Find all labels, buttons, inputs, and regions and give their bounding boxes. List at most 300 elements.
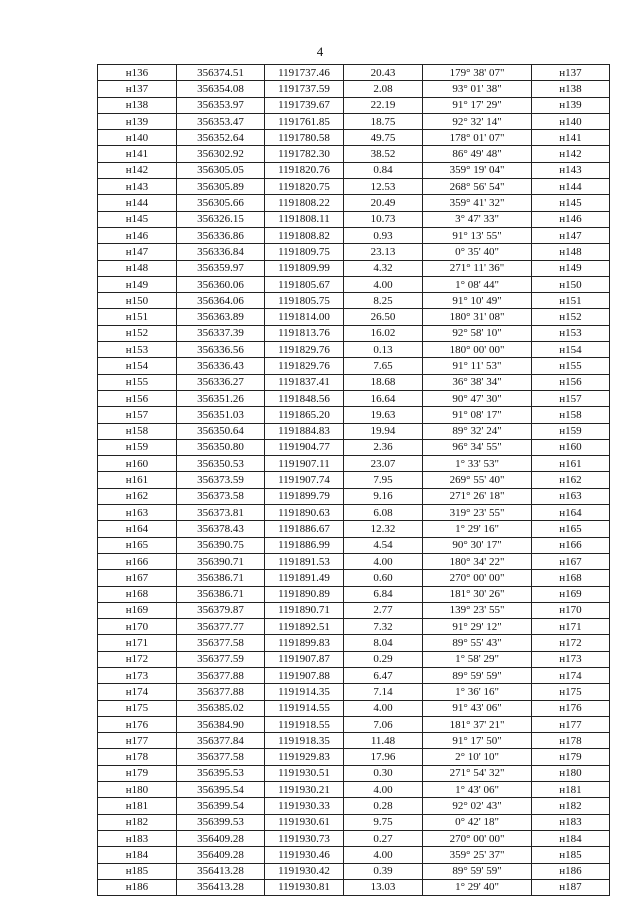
point-to-cell: н158 [532, 407, 610, 423]
table-row [98, 342, 610, 358]
bearing-cell: 89° 32' 24" [423, 423, 532, 439]
point-from-cell: н167 [98, 570, 177, 586]
point-from-cell: н136 [98, 65, 177, 81]
distance-cell: 4.00 [344, 553, 423, 569]
distance-cell: 7.65 [344, 358, 423, 374]
distance-cell: 4.00 [344, 782, 423, 798]
y-coordinate-cell: 1191884.83 [265, 423, 344, 439]
point-to-cell: н177 [532, 716, 610, 732]
table-row [98, 684, 610, 700]
point-to-cell: н165 [532, 521, 610, 537]
distance-cell: 2.36 [344, 439, 423, 455]
point-to-cell: н140 [532, 113, 610, 129]
y-coordinate-cell: 1191761.85 [265, 113, 344, 129]
distance-cell: 17.96 [344, 749, 423, 765]
point-to-cell: н160 [532, 439, 610, 455]
distance-cell: 4.00 [344, 276, 423, 292]
point-to-cell: н175 [532, 684, 610, 700]
x-coordinate-cell: 356377.88 [177, 684, 265, 700]
point-to-cell: н166 [532, 537, 610, 553]
x-coordinate-cell: 356353.97 [177, 97, 265, 113]
bearing-cell: 96° 34' 55" [423, 439, 532, 455]
y-coordinate-cell: 1191890.89 [265, 586, 344, 602]
x-coordinate-cell: 356390.71 [177, 553, 265, 569]
y-coordinate-cell: 1191891.49 [265, 570, 344, 586]
table-row [98, 390, 610, 406]
x-coordinate-cell: 356395.54 [177, 782, 265, 798]
distance-cell: 18.75 [344, 113, 423, 129]
bearing-cell: 1° 29' 40" [423, 879, 532, 895]
x-coordinate-cell: 356377.59 [177, 651, 265, 667]
distance-cell: 12.32 [344, 521, 423, 537]
point-to-cell: н149 [532, 260, 610, 276]
bearing-cell: 90° 47' 30" [423, 390, 532, 406]
x-coordinate-cell: 356413.28 [177, 879, 265, 895]
point-to-cell: н184 [532, 830, 610, 846]
x-coordinate-cell: 356336.43 [177, 358, 265, 374]
x-coordinate-cell: 356413.28 [177, 863, 265, 879]
point-to-cell: н186 [532, 863, 610, 879]
x-coordinate-cell: 356409.28 [177, 847, 265, 863]
bearing-cell: 90° 30' 17" [423, 537, 532, 553]
distance-cell: 6.47 [344, 667, 423, 683]
distance-cell: 12.53 [344, 179, 423, 195]
point-to-cell: н168 [532, 570, 610, 586]
point-from-cell: н175 [98, 700, 177, 716]
distance-cell: 0.60 [344, 570, 423, 586]
y-coordinate-cell: 1191820.76 [265, 162, 344, 178]
point-to-cell: н179 [532, 749, 610, 765]
point-from-cell: н186 [98, 879, 177, 895]
x-coordinate-cell: 356364.06 [177, 293, 265, 309]
coordinates-table-body [98, 65, 610, 896]
table-row [98, 325, 610, 341]
point-from-cell: н141 [98, 146, 177, 162]
point-from-cell: н178 [98, 749, 177, 765]
x-coordinate-cell: 356326.15 [177, 211, 265, 227]
point-to-cell: н138 [532, 81, 610, 97]
distance-cell: 4.00 [344, 700, 423, 716]
point-to-cell: н169 [532, 586, 610, 602]
point-from-cell: н166 [98, 553, 177, 569]
y-coordinate-cell: 1191904.77 [265, 439, 344, 455]
distance-cell: 2.08 [344, 81, 423, 97]
point-to-cell: н144 [532, 179, 610, 195]
distance-cell: 7.14 [344, 684, 423, 700]
point-from-cell: н172 [98, 651, 177, 667]
point-to-cell: н182 [532, 798, 610, 814]
bearing-cell: 89° 59' 59" [423, 863, 532, 879]
bearing-cell: 270° 00' 00" [423, 570, 532, 586]
point-from-cell: н180 [98, 782, 177, 798]
y-coordinate-cell: 1191739.67 [265, 97, 344, 113]
point-from-cell: н156 [98, 390, 177, 406]
bearing-cell: 180° 34' 22" [423, 553, 532, 569]
bearing-cell: 180° 00' 00" [423, 342, 532, 358]
point-to-cell: н154 [532, 342, 610, 358]
bearing-cell: 270° 00' 00" [423, 830, 532, 846]
point-to-cell: н178 [532, 733, 610, 749]
y-coordinate-cell: 1191780.58 [265, 130, 344, 146]
x-coordinate-cell: 356360.06 [177, 276, 265, 292]
y-coordinate-cell: 1191929.83 [265, 749, 344, 765]
bearing-cell: 359° 25' 37" [423, 847, 532, 863]
y-coordinate-cell: 1191907.87 [265, 651, 344, 667]
point-from-cell: н181 [98, 798, 177, 814]
y-coordinate-cell: 1191865.20 [265, 407, 344, 423]
x-coordinate-cell: 356385.02 [177, 700, 265, 716]
distance-cell: 0.29 [344, 651, 423, 667]
table-row [98, 602, 610, 618]
x-coordinate-cell: 356377.58 [177, 749, 265, 765]
point-to-cell: н162 [532, 472, 610, 488]
x-coordinate-cell: 356350.64 [177, 423, 265, 439]
y-coordinate-cell: 1191930.42 [265, 863, 344, 879]
distance-cell: 19.94 [344, 423, 423, 439]
point-from-cell: н146 [98, 227, 177, 243]
y-coordinate-cell: 1191809.99 [265, 260, 344, 276]
x-coordinate-cell: 356350.53 [177, 456, 265, 472]
point-from-cell: н145 [98, 211, 177, 227]
point-from-cell: н148 [98, 260, 177, 276]
bearing-cell: 271° 54' 32" [423, 765, 532, 781]
x-coordinate-cell: 356377.77 [177, 619, 265, 635]
distance-cell: 0.28 [344, 798, 423, 814]
table-row [98, 162, 610, 178]
distance-cell: 7.06 [344, 716, 423, 732]
table-row [98, 488, 610, 504]
table-row [98, 863, 610, 879]
table-row [98, 553, 610, 569]
point-to-cell: н185 [532, 847, 610, 863]
bearing-cell: 179° 38' 07" [423, 65, 532, 81]
distance-cell: 4.00 [344, 847, 423, 863]
distance-cell: 16.64 [344, 390, 423, 406]
point-from-cell: н144 [98, 195, 177, 211]
table-row [98, 407, 610, 423]
point-from-cell: н159 [98, 439, 177, 455]
point-from-cell: н143 [98, 179, 177, 195]
table-row [98, 309, 610, 325]
x-coordinate-cell: 356351.26 [177, 390, 265, 406]
point-from-cell: н151 [98, 309, 177, 325]
distance-cell: 26.50 [344, 309, 423, 325]
point-to-cell: н155 [532, 358, 610, 374]
point-from-cell: н173 [98, 667, 177, 683]
x-coordinate-cell: 356302.92 [177, 146, 265, 162]
table-row [98, 227, 610, 243]
table-row [98, 260, 610, 276]
point-from-cell: н154 [98, 358, 177, 374]
table-row [98, 130, 610, 146]
point-to-cell: н137 [532, 65, 610, 81]
bearing-cell: 1° 43' 06" [423, 782, 532, 798]
bearing-cell: 91° 29' 12" [423, 619, 532, 635]
table-row [98, 423, 610, 439]
y-coordinate-cell: 1191808.82 [265, 227, 344, 243]
distance-cell: 0.39 [344, 863, 423, 879]
distance-cell: 2.77 [344, 602, 423, 618]
point-from-cell: н142 [98, 162, 177, 178]
bearing-cell: 180° 31' 08" [423, 309, 532, 325]
point-from-cell: н152 [98, 325, 177, 341]
table-row [98, 798, 610, 814]
bearing-cell: 89° 59' 59" [423, 667, 532, 683]
point-to-cell: н156 [532, 374, 610, 390]
distance-cell: 4.32 [344, 260, 423, 276]
point-from-cell: н147 [98, 244, 177, 260]
point-from-cell: н155 [98, 374, 177, 390]
distance-cell: 23.13 [344, 244, 423, 260]
y-coordinate-cell: 1191930.46 [265, 847, 344, 863]
bearing-cell: 86° 49' 48" [423, 146, 532, 162]
table-row [98, 211, 610, 227]
bearing-cell: 271° 26' 18" [423, 488, 532, 504]
distance-cell: 0.30 [344, 765, 423, 781]
point-from-cell: н164 [98, 521, 177, 537]
point-to-cell: н147 [532, 227, 610, 243]
bearing-cell: 1° 29' 16" [423, 521, 532, 537]
bearing-cell: 89° 55' 43" [423, 635, 532, 651]
page-number: 4 [316, 44, 324, 59]
y-coordinate-cell: 1191813.76 [265, 325, 344, 341]
table-row [98, 374, 610, 390]
y-coordinate-cell: 1191914.55 [265, 700, 344, 716]
point-to-cell: н170 [532, 602, 610, 618]
point-to-cell: н163 [532, 488, 610, 504]
point-to-cell: н180 [532, 765, 610, 781]
distance-cell: 8.04 [344, 635, 423, 651]
x-coordinate-cell: 356373.58 [177, 488, 265, 504]
y-coordinate-cell: 1191918.55 [265, 716, 344, 732]
x-coordinate-cell: 356409.28 [177, 830, 265, 846]
y-coordinate-cell: 1191930.51 [265, 765, 344, 781]
point-to-cell: н161 [532, 456, 610, 472]
table-row [98, 146, 610, 162]
table-row [98, 879, 610, 895]
table-row [98, 749, 610, 765]
distance-cell: 13.03 [344, 879, 423, 895]
point-to-cell: н164 [532, 505, 610, 521]
x-coordinate-cell: 356373.59 [177, 472, 265, 488]
point-from-cell: н160 [98, 456, 177, 472]
y-coordinate-cell: 1191907.74 [265, 472, 344, 488]
x-coordinate-cell: 356377.88 [177, 667, 265, 683]
table-row [98, 847, 610, 863]
point-from-cell: н185 [98, 863, 177, 879]
table-row [98, 65, 610, 81]
point-to-cell: н159 [532, 423, 610, 439]
x-coordinate-cell: 356386.71 [177, 570, 265, 586]
table-row [98, 667, 610, 683]
bearing-cell: 359° 41' 32" [423, 195, 532, 211]
point-to-cell: н157 [532, 390, 610, 406]
x-coordinate-cell: 356390.75 [177, 537, 265, 553]
bearing-cell: 181° 37' 21" [423, 716, 532, 732]
point-to-cell: н173 [532, 651, 610, 667]
point-from-cell: н165 [98, 537, 177, 553]
distance-cell: 0.27 [344, 830, 423, 846]
y-coordinate-cell: 1191805.67 [265, 276, 344, 292]
table-row [98, 635, 610, 651]
distance-cell: 18.68 [344, 374, 423, 390]
distance-cell: 22.19 [344, 97, 423, 113]
point-to-cell: н146 [532, 211, 610, 227]
distance-cell: 23.07 [344, 456, 423, 472]
x-coordinate-cell: 356350.80 [177, 439, 265, 455]
point-from-cell: н162 [98, 488, 177, 504]
distance-cell: 20.49 [344, 195, 423, 211]
x-coordinate-cell: 356354.08 [177, 81, 265, 97]
point-from-cell: н179 [98, 765, 177, 781]
bearing-cell: 91° 11' 53" [423, 358, 532, 374]
point-to-cell: н142 [532, 146, 610, 162]
y-coordinate-cell: 1191886.67 [265, 521, 344, 537]
y-coordinate-cell: 1191809.75 [265, 244, 344, 260]
y-coordinate-cell: 1191808.11 [265, 211, 344, 227]
point-to-cell: н181 [532, 782, 610, 798]
y-coordinate-cell: 1191805.75 [265, 293, 344, 309]
x-coordinate-cell: 356373.81 [177, 505, 265, 521]
x-coordinate-cell: 356395.53 [177, 765, 265, 781]
point-to-cell: н143 [532, 162, 610, 178]
y-coordinate-cell: 1191808.22 [265, 195, 344, 211]
table-row [98, 276, 610, 292]
y-coordinate-cell: 1191737.46 [265, 65, 344, 81]
point-from-cell: н139 [98, 113, 177, 129]
point-from-cell: н138 [98, 97, 177, 113]
point-to-cell: н171 [532, 619, 610, 635]
point-from-cell: н161 [98, 472, 177, 488]
point-from-cell: н174 [98, 684, 177, 700]
coordinates-table [97, 64, 610, 896]
bearing-cell: 0° 42' 18" [423, 814, 532, 830]
y-coordinate-cell: 1191899.83 [265, 635, 344, 651]
x-coordinate-cell: 356363.89 [177, 309, 265, 325]
x-coordinate-cell: 356336.84 [177, 244, 265, 260]
y-coordinate-cell: 1191918.35 [265, 733, 344, 749]
bearing-cell: 0° 35' 40" [423, 244, 532, 260]
table-row [98, 293, 610, 309]
distance-cell: 38.52 [344, 146, 423, 162]
bearing-cell: 91° 13' 55" [423, 227, 532, 243]
table-row [98, 814, 610, 830]
y-coordinate-cell: 1191820.75 [265, 179, 344, 195]
bearing-cell: 91° 08' 17" [423, 407, 532, 423]
bearing-cell: 91° 17' 29" [423, 97, 532, 113]
distance-cell: 0.13 [344, 342, 423, 358]
y-coordinate-cell: 1191930.73 [265, 830, 344, 846]
distance-cell: 49.75 [344, 130, 423, 146]
y-coordinate-cell: 1191930.61 [265, 814, 344, 830]
point-from-cell: н171 [98, 635, 177, 651]
table-row [98, 179, 610, 195]
distance-cell: 0.93 [344, 227, 423, 243]
table-row [98, 456, 610, 472]
point-from-cell: н170 [98, 619, 177, 635]
point-from-cell: н168 [98, 586, 177, 602]
point-from-cell: н140 [98, 130, 177, 146]
x-coordinate-cell: 356384.90 [177, 716, 265, 732]
table-row [98, 782, 610, 798]
x-coordinate-cell: 356386.71 [177, 586, 265, 602]
y-coordinate-cell: 1191892.51 [265, 619, 344, 635]
table-row [98, 81, 610, 97]
bearing-cell: 1° 08' 44" [423, 276, 532, 292]
distance-cell: 20.43 [344, 65, 423, 81]
x-coordinate-cell: 356379.87 [177, 602, 265, 618]
x-coordinate-cell: 356359.97 [177, 260, 265, 276]
distance-cell: 19.63 [344, 407, 423, 423]
distance-cell: 6.84 [344, 586, 423, 602]
point-to-cell: н187 [532, 879, 610, 895]
table-row [98, 505, 610, 521]
table-row [98, 358, 610, 374]
bearing-cell: 3° 47' 33" [423, 211, 532, 227]
x-coordinate-cell: 356378.43 [177, 521, 265, 537]
point-from-cell: н158 [98, 423, 177, 439]
point-from-cell: н169 [98, 602, 177, 618]
point-from-cell: н183 [98, 830, 177, 846]
bearing-cell: 36° 38' 34" [423, 374, 532, 390]
point-from-cell: н153 [98, 342, 177, 358]
bearing-cell: 92° 32' 14" [423, 113, 532, 129]
table-row [98, 700, 610, 716]
x-coordinate-cell: 356377.58 [177, 635, 265, 651]
bearing-cell: 319° 23' 55" [423, 505, 532, 521]
table-row [98, 765, 610, 781]
x-coordinate-cell: 356399.53 [177, 814, 265, 830]
bearing-cell: 268° 56' 54" [423, 179, 532, 195]
distance-cell: 16.02 [344, 325, 423, 341]
bearing-cell: 2° 10' 10" [423, 749, 532, 765]
y-coordinate-cell: 1191848.56 [265, 390, 344, 406]
table-row [98, 244, 610, 260]
distance-cell: 0.84 [344, 162, 423, 178]
point-from-cell: н182 [98, 814, 177, 830]
y-coordinate-cell: 1191930.33 [265, 798, 344, 814]
x-coordinate-cell: 356374.51 [177, 65, 265, 81]
table-row [98, 619, 610, 635]
x-coordinate-cell: 356305.89 [177, 179, 265, 195]
table-row [98, 472, 610, 488]
y-coordinate-cell: 1191914.35 [265, 684, 344, 700]
point-to-cell: н174 [532, 667, 610, 683]
y-coordinate-cell: 1191930.21 [265, 782, 344, 798]
point-to-cell: н152 [532, 309, 610, 325]
distance-cell: 7.32 [344, 619, 423, 635]
distance-cell: 9.16 [344, 488, 423, 504]
table-row [98, 733, 610, 749]
bearing-cell: 271° 11' 36" [423, 260, 532, 276]
bearing-cell: 359° 19' 04" [423, 162, 532, 178]
x-coordinate-cell: 356336.27 [177, 374, 265, 390]
bearing-cell: 91° 43' 06" [423, 700, 532, 716]
point-from-cell: н149 [98, 276, 177, 292]
bearing-cell: 91° 17' 50" [423, 733, 532, 749]
point-to-cell: н176 [532, 700, 610, 716]
distance-cell: 7.95 [344, 472, 423, 488]
bearing-cell: 181° 30' 26" [423, 586, 532, 602]
x-coordinate-cell: 356336.86 [177, 227, 265, 243]
point-from-cell: н176 [98, 716, 177, 732]
bearing-cell: 92° 02' 43" [423, 798, 532, 814]
point-to-cell: н151 [532, 293, 610, 309]
point-to-cell: н139 [532, 97, 610, 113]
point-from-cell: н150 [98, 293, 177, 309]
y-coordinate-cell: 1191814.00 [265, 309, 344, 325]
bearing-cell: 1° 58' 29" [423, 651, 532, 667]
